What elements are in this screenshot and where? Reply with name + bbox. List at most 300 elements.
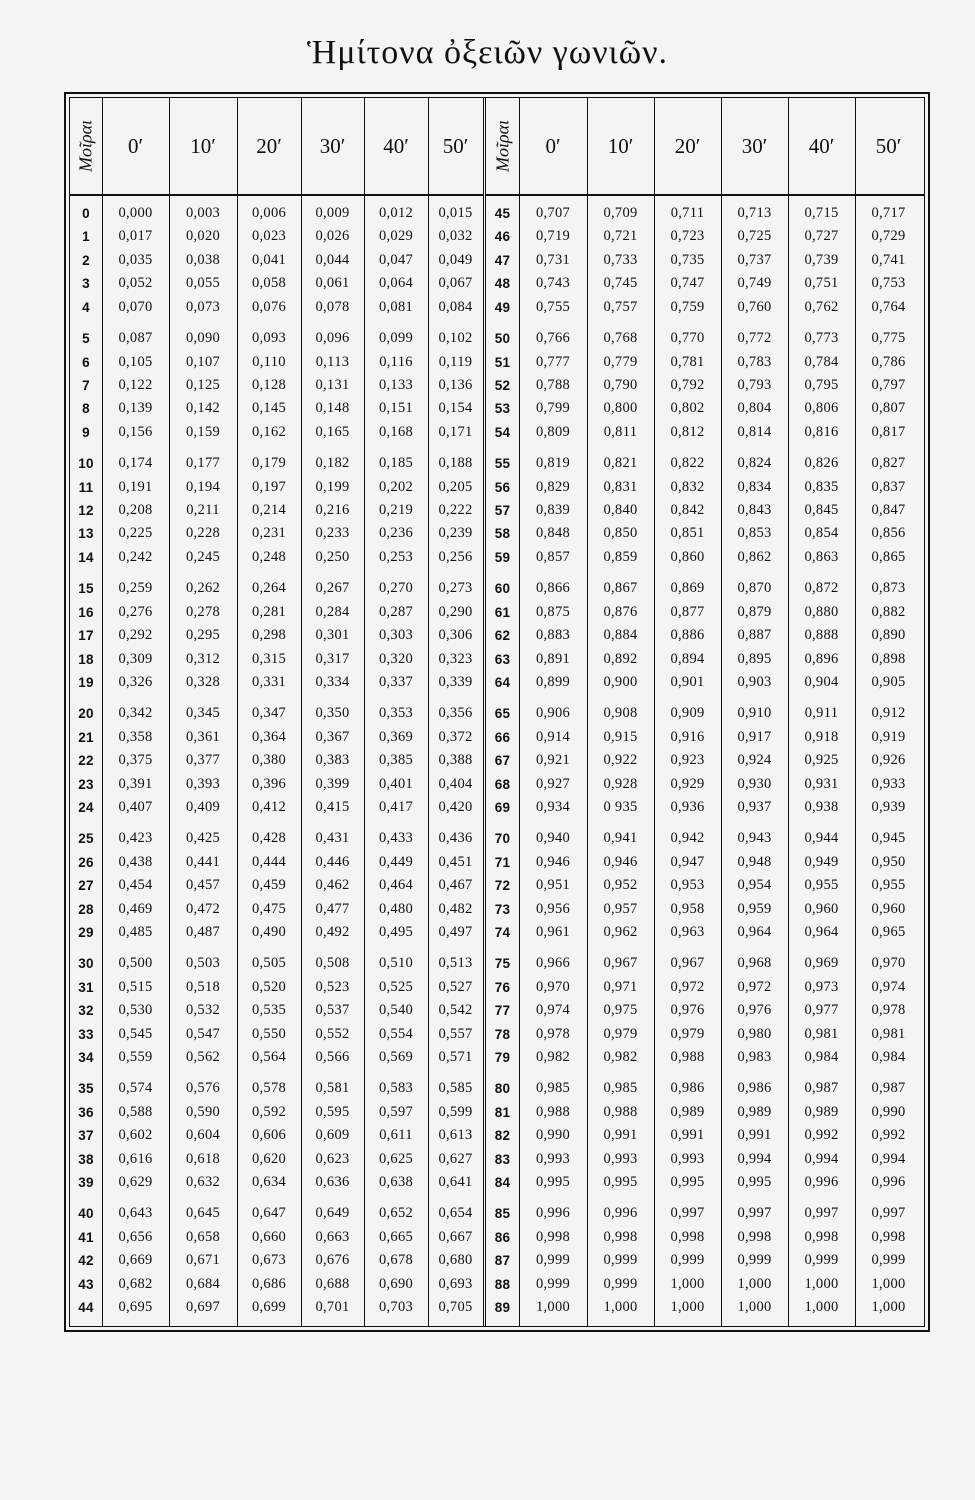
table-row <box>486 1077 924 1100</box>
table-row <box>70 601 483 624</box>
sine-value-cell: 0,807 <box>871 400 906 417</box>
sine-value-cell: 0,345 <box>185 705 221 722</box>
sine-value-cell: 0,880 <box>804 603 839 620</box>
sine-value-cell: 0,530 <box>118 1002 153 1019</box>
sine-value-cell: 0,960 <box>871 900 906 917</box>
sine-value-cell: 0,772 <box>737 330 772 346</box>
degree-cell: 15 <box>78 581 94 597</box>
sine-value-cell: 0,029 <box>378 228 414 245</box>
minute-header: 0′ <box>127 134 144 158</box>
degree-cell: 41 <box>78 1229 94 1245</box>
sine-value-cell: 0,113 <box>315 353 350 370</box>
sine-value-cell: 0,873 <box>871 580 906 597</box>
sine-value-cell: 0,231 <box>251 525 287 542</box>
table-row <box>70 397 483 420</box>
sine-value-cell: 0,267 <box>315 580 350 597</box>
table-row <box>486 397 924 420</box>
sine-value-cell: 0,784 <box>804 353 839 370</box>
sine-value-cell: 0,875 <box>535 603 571 620</box>
sine-value-cell: 0,903 <box>737 673 772 690</box>
sine-value-cell: 0,952 <box>603 877 638 894</box>
sine-value-cell: 1,000 <box>804 1275 839 1292</box>
sine-value-cell: 0,372 <box>438 728 473 745</box>
sine-value-cell: 0,946 <box>603 853 638 870</box>
sine-value-cell: 0,107 <box>185 353 221 370</box>
sine-value-cell: 0,673 <box>251 1252 287 1269</box>
sine-value-cell: 0,616 <box>118 1150 153 1167</box>
sine-value-cell: 0,964 <box>737 924 772 940</box>
sine-value-cell: 0,995 <box>535 1174 571 1191</box>
table-row <box>70 351 483 374</box>
sine-value-cell: 0,415 <box>315 799 350 815</box>
sine-value-cell: 0,441 <box>185 853 221 870</box>
sine-value-cell: 0,998 <box>804 1228 839 1245</box>
sine-value-cell: 0,298 <box>251 627 287 643</box>
sine-value-cell: 0,824 <box>737 455 772 472</box>
sine-value-cell: 0,602 <box>118 1127 153 1144</box>
sine-value-cell: 0,980 <box>737 1025 772 1042</box>
sine-value-cell: 0,727 <box>804 228 839 245</box>
sine-value-cell: 0,928 <box>603 775 638 792</box>
sine-value-cell: 0,741 <box>871 251 906 268</box>
degree-cell: 36 <box>78 1104 94 1120</box>
degree-cell: 60 <box>494 581 511 597</box>
table-row <box>486 749 924 772</box>
sine-value-cell: 0,811 <box>603 423 638 440</box>
table-row <box>70 952 483 975</box>
sine-value-cell: 0,428 <box>251 830 287 847</box>
sine-value-cell: 0,998 <box>670 1228 705 1245</box>
sine-value-cell: 0,303 <box>378 627 414 643</box>
table-row <box>486 874 924 897</box>
table-row <box>70 1046 483 1069</box>
sine-value-cell: 0,755 <box>535 298 571 315</box>
sine-value-cell: 0,211 <box>186 502 220 518</box>
sine-value-cell: 0,096 <box>315 330 350 346</box>
table-row <box>486 202 924 225</box>
sine-value-cell: 0,973 <box>804 978 839 995</box>
sine-value-cell: 0,444 <box>251 853 287 870</box>
table-row <box>486 702 924 725</box>
sine-value-cell: 0,978 <box>535 1025 571 1042</box>
table-row <box>70 296 483 319</box>
sine-value-cell: 0,052 <box>118 275 153 292</box>
sine-value-cell: 0,956 <box>535 900 571 917</box>
sine-value-cell: 0,915 <box>603 728 638 745</box>
degree-cell: 74 <box>494 925 511 940</box>
sine-value-cell: 0,775 <box>871 330 906 346</box>
table-row <box>70 1124 483 1147</box>
sine-value-cell: 0,328 <box>185 673 221 690</box>
sine-value-cell: 0,899 <box>535 673 571 690</box>
sine-value-cell: 0,987 <box>804 1080 839 1097</box>
sine-value-cell: 0,937 <box>737 799 772 815</box>
sine-value-cell: 1,000 <box>871 1275 906 1292</box>
sine-value-cell: 0,859 <box>603 548 638 565</box>
sine-value-cell: 0,958 <box>670 900 705 917</box>
sine-value-cell: 1,000 <box>804 1299 839 1316</box>
sine-value-cell: 0,385 <box>378 752 414 769</box>
sine-value-cell: 0,566 <box>315 1049 350 1066</box>
sine-value-cell: 0,725 <box>737 228 772 245</box>
degree-cell: 47 <box>494 252 511 268</box>
sine-value-cell: 0,225 <box>118 525 153 542</box>
sine-value-cell: 0,979 <box>670 1025 705 1042</box>
sine-value-cell: 0,996 <box>871 1174 906 1191</box>
sine-value-cell: 0,994 <box>804 1150 839 1167</box>
degree-cell: 13 <box>78 526 94 542</box>
sine-value-cell: 0,940 <box>535 830 571 847</box>
table-row <box>70 851 483 874</box>
sine-value-cell: 0,954 <box>737 877 772 894</box>
degree-cell: 72 <box>494 878 511 894</box>
sine-value-cell: 0,339 <box>438 673 473 690</box>
degree-cell: 56 <box>494 479 511 495</box>
sine-value-cell: 0,947 <box>670 853 705 870</box>
table-row <box>486 296 924 319</box>
sine-value-cell: 0,842 <box>670 502 705 518</box>
sine-value-cell: 0,388 <box>438 752 473 769</box>
sine-value-cell: 0,967 <box>603 955 638 972</box>
sine-value-cell: 0,391 <box>118 775 153 792</box>
sine-value-cell: 0,994 <box>871 1150 906 1167</box>
sine-value-cell: 0,923 <box>670 752 705 769</box>
sine-value-cell: 0,965 <box>871 924 906 940</box>
sine-value-cell: 0,717 <box>871 205 906 221</box>
degree-cell: 80 <box>494 1081 511 1097</box>
sine-value-cell: 0,420 <box>438 799 473 815</box>
sine-value-cell: 0,595 <box>315 1103 350 1120</box>
sine-value-cell: 0,729 <box>871 228 906 245</box>
sine-value-cell: 0,839 <box>535 502 571 518</box>
sine-value-cell: 0,974 <box>871 978 906 995</box>
degree-cell: 66 <box>494 729 511 745</box>
degree-cell: 25 <box>78 831 94 847</box>
sine-value-cell: 0,309 <box>118 650 153 667</box>
sine-value-cell: 0,347 <box>251 705 287 722</box>
sine-value-cell: 0,783 <box>737 353 772 370</box>
sine-value-cell: 0,320 <box>378 650 414 667</box>
sine-value-cell: 0,831 <box>603 478 638 495</box>
table-row <box>70 999 483 1022</box>
table-row <box>486 476 924 499</box>
minute-header: 0′ <box>545 134 561 158</box>
sine-value-cell: 0,331 <box>251 673 287 690</box>
sine-value-cell: 0,364 <box>251 728 287 745</box>
sine-value-cell: 0,999 <box>535 1252 571 1269</box>
table-row <box>486 1249 924 1272</box>
table-row <box>486 898 924 921</box>
degree-cell: 59 <box>494 549 511 565</box>
minute-header: 20′ <box>256 134 282 158</box>
sine-value-cell: 0,133 <box>378 377 414 393</box>
sine-value-cell: 0,697 <box>185 1299 221 1316</box>
sine-value-cell: 0,315 <box>251 650 287 667</box>
sine-value-cell: 0,613 <box>438 1127 473 1144</box>
sine-value-cell: 0,821 <box>603 455 638 472</box>
sine-value-cell: 0,990 <box>535 1127 571 1144</box>
sine-value-cell: 0,997 <box>804 1205 839 1222</box>
sine-value-cell: 0,462 <box>315 877 350 894</box>
sine-value-cell: 0,472 <box>185 900 221 917</box>
sine-value-cell: 0,477 <box>315 900 350 917</box>
sine-value-cell: 0,840 <box>603 502 638 518</box>
sine-value-cell: 0,832 <box>670 478 705 495</box>
sine-value-cell: 0,191 <box>118 478 153 495</box>
sine-value-cell: 0,986 <box>737 1080 772 1097</box>
degree-cell: 8 <box>82 401 90 417</box>
sine-value-cell: 0,764 <box>871 298 906 315</box>
table-row <box>70 272 483 295</box>
sine-value-cell: 0,788 <box>535 377 571 393</box>
sine-value-cell: 0,128 <box>251 377 287 393</box>
sine-value-cell: 0,872 <box>804 580 839 597</box>
table-row <box>70 702 483 725</box>
table-row <box>70 225 483 248</box>
degree-column-label: Μοῖραι <box>492 119 512 173</box>
sine-value-cell: 0,723 <box>670 228 705 245</box>
sine-value-cell: 0,627 <box>438 1150 473 1167</box>
sine-value-cell: 0,239 <box>438 525 473 542</box>
sine-value-cell: 0,999 <box>535 1275 571 1292</box>
table-right-half <box>486 98 924 1326</box>
sine-value-cell: 0,540 <box>378 1002 414 1019</box>
sine-value-cell: 0,991 <box>670 1127 705 1144</box>
sine-value-cell: 0,165 <box>315 423 350 440</box>
sine-value-cell: 0,835 <box>804 478 839 495</box>
sine-value-cell: 0,148 <box>315 400 350 417</box>
sine-table <box>64 92 930 1332</box>
table-row <box>70 898 483 921</box>
sine-value-cell: 0,623 <box>315 1150 350 1167</box>
sine-value-cell: 0,974 <box>535 1002 571 1019</box>
table-row <box>70 249 483 272</box>
sine-value-cell: 0,751 <box>804 275 839 292</box>
sine-value-cell: 0,986 <box>670 1080 705 1097</box>
sine-value-cell: 0,955 <box>804 877 839 894</box>
table-row <box>70 796 483 819</box>
table-row <box>486 999 924 1022</box>
sine-value-cell: 0,020 <box>185 228 221 245</box>
degree-cell: 39 <box>78 1175 94 1191</box>
table-row <box>486 601 924 624</box>
sine-value-cell: 0,834 <box>737 478 772 495</box>
table-row <box>70 374 483 397</box>
sine-value-cell: 0,856 <box>871 525 906 542</box>
sine-value-cell: 0,906 <box>535 705 571 722</box>
sine-value-cell: 0,693 <box>438 1275 473 1292</box>
sine-value-cell: 0,518 <box>185 978 221 995</box>
sine-value-cell: 0,884 <box>603 627 638 643</box>
degree-cell: 16 <box>78 604 94 620</box>
sine-value-cell: 0,377 <box>185 752 221 769</box>
sine-value-cell: 0,927 <box>535 775 571 792</box>
sine-value-cell: 0,647 <box>251 1205 287 1222</box>
degree-cell: 5 <box>82 331 90 346</box>
sine-value-cell: 0,532 <box>185 1002 221 1019</box>
table-row <box>486 546 924 569</box>
sine-value-cell: 0,578 <box>251 1080 287 1097</box>
sine-value-cell: 0,719 <box>535 228 571 245</box>
sine-value-cell: 0,326 <box>118 673 153 690</box>
sine-value-cell: 0,939 <box>871 799 906 815</box>
sine-value-cell: 0,703 <box>378 1299 414 1316</box>
sine-value-cell: 0,995 <box>603 1174 638 1191</box>
sine-value-cell: 0,110 <box>252 353 286 370</box>
sine-value-cell: 0,281 <box>251 603 287 620</box>
table-row <box>70 452 483 475</box>
sine-value-cell: 0,038 <box>185 251 221 268</box>
sine-value-cell: 0,998 <box>603 1228 638 1245</box>
sine-value-cell: 0,142 <box>185 400 221 417</box>
sine-value-cell: 0,999 <box>603 1252 638 1269</box>
sine-value-cell: 0,592 <box>251 1103 287 1120</box>
table-row <box>486 1273 924 1296</box>
sine-value-cell: 0,781 <box>670 353 705 370</box>
sine-value-cell: 0,604 <box>185 1127 221 1144</box>
sine-value-cell: 0,676 <box>315 1252 350 1269</box>
sine-value-cell: 0,970 <box>871 955 906 972</box>
degree-cell: 29 <box>78 925 94 940</box>
sine-value-cell: 1,000 <box>535 1299 571 1316</box>
sine-value-cell: 0,219 <box>378 502 414 518</box>
sine-value-cell: 0,156 <box>118 423 153 440</box>
sine-value-cell: 0,964 <box>804 924 839 940</box>
sine-value-cell: 0,185 <box>378 455 414 472</box>
degree-cell: 48 <box>494 276 511 292</box>
sine-value-cell: 0,262 <box>185 580 221 597</box>
sine-value-cell: 0,242 <box>118 548 153 565</box>
table-row <box>486 327 924 350</box>
table-row <box>486 351 924 374</box>
sine-value-cell: 0,886 <box>670 627 705 643</box>
sine-value-cell: 0,945 <box>871 830 906 847</box>
sine-value-cell: 0,032 <box>438 228 473 245</box>
sine-value-cell: 1,000 <box>670 1275 705 1292</box>
sine-value-cell: 0,102 <box>438 330 473 346</box>
sine-value-cell: 0,214 <box>251 502 287 518</box>
sine-value-cell: 0,199 <box>315 478 350 495</box>
sine-value-cell: 0,739 <box>804 251 839 268</box>
sine-value-cell: 0,870 <box>737 580 772 597</box>
sine-value-cell: 0,890 <box>871 627 906 643</box>
sine-value-cell: 0,119 <box>438 353 473 370</box>
table-row <box>70 421 483 444</box>
degree-cell: 24 <box>78 800 94 815</box>
minute-header: 20′ <box>674 134 701 158</box>
sine-value-cell: 1,000 <box>670 1299 705 1316</box>
sine-value-cell: 0,924 <box>737 752 772 769</box>
sine-value-cell: 0,991 <box>737 1127 772 1144</box>
table-row <box>486 522 924 545</box>
sine-value-cell: 0,482 <box>438 900 473 917</box>
sine-value-cell: 0,883 <box>535 627 571 643</box>
sine-value-cell: 0,793 <box>737 377 772 393</box>
sine-value-cell: 0,457 <box>185 877 221 894</box>
sine-value-cell: 0,987 <box>871 1080 906 1097</box>
sine-value-cell: 0,809 <box>535 423 571 440</box>
sine-value-cell: 0,998 <box>737 1228 772 1245</box>
sine-value-cell: 0,451 <box>438 853 473 870</box>
sine-value-cell: 0,590 <box>185 1103 221 1120</box>
minute-header: 30′ <box>319 134 346 158</box>
sine-value-cell: 0,942 <box>670 830 705 847</box>
sine-value-cell: 0,433 <box>378 830 414 847</box>
minute-header: 10′ <box>607 134 634 158</box>
degree-cell: 10 <box>78 456 94 472</box>
sine-value-cell: 0,946 <box>535 853 571 870</box>
sine-value-cell: 0,882 <box>871 603 906 620</box>
sine-value-cell: 0,535 <box>251 1002 287 1019</box>
degree-cell: 43 <box>78 1276 94 1292</box>
sine-value-cell: 0,854 <box>804 525 839 542</box>
sine-value-cell: 0,943 <box>737 830 772 847</box>
sine-value-cell: 0,819 <box>535 455 571 472</box>
sine-value-cell: 0,480 <box>378 900 414 917</box>
sine-value-cell: 0,264 <box>251 580 287 597</box>
sine-value-cell: 0,894 <box>670 650 705 667</box>
page-title: Ἡμίτονα ὀξειῶν γωνιῶν. <box>307 34 668 71</box>
sine-value-cell: 0,585 <box>438 1080 473 1097</box>
header-row <box>70 98 483 196</box>
degree-cell: 38 <box>78 1151 94 1167</box>
sine-value-cell: 0,090 <box>185 330 221 346</box>
sine-value-cell: 0,469 <box>118 900 153 917</box>
sine-value-cell: 0,188 <box>438 455 473 472</box>
sine-value-cell: 0,404 <box>438 775 473 792</box>
sine-value-cell: 0,658 <box>185 1228 221 1245</box>
sine-value-cell: 0,449 <box>378 853 414 870</box>
table-row <box>70 499 483 522</box>
sine-value-cell: 0,669 <box>118 1252 153 1269</box>
table-row <box>486 976 924 999</box>
degree-cell: 23 <box>78 776 94 792</box>
sine-value-cell: 1,000 <box>737 1299 772 1316</box>
table-row <box>486 952 924 975</box>
degree-cell: 82 <box>494 1128 511 1144</box>
table-row <box>486 1101 924 1124</box>
sine-value-cell: 0,786 <box>871 353 906 370</box>
sine-value-cell: 0,999 <box>804 1252 839 1269</box>
sine-value-cell: 0,816 <box>804 423 839 440</box>
sine-value-cell: 0,295 <box>185 627 221 643</box>
sine-value-cell: 0,929 <box>670 775 705 792</box>
sine-value-cell: 0,323 <box>438 650 473 667</box>
table-row <box>486 249 924 272</box>
sine-value-cell: 0,078 <box>315 298 350 315</box>
sine-value-cell: 0,656 <box>118 1228 153 1245</box>
sine-value-cell: 0,969 <box>804 955 839 972</box>
sine-value-cell: 0,306 <box>438 627 473 643</box>
sine-value-cell: 0,699 <box>251 1299 287 1316</box>
sine-value-cell: 0,087 <box>118 330 153 346</box>
degree-cell: 78 <box>494 1026 511 1042</box>
sine-value-cell: 0,978 <box>871 1002 906 1019</box>
table-row <box>486 1124 924 1147</box>
sine-value-cell: 0,993 <box>603 1150 638 1167</box>
degree-cell: 3 <box>82 276 90 292</box>
header-row <box>486 98 924 196</box>
table-row <box>486 1046 924 1069</box>
sine-value-cell: 0,867 <box>603 580 638 597</box>
sine-value-cell: 0,905 <box>871 673 906 690</box>
sine-value-cell: 0,576 <box>185 1080 221 1097</box>
sine-value-cell: 0,497 <box>438 924 473 940</box>
table-row <box>70 1202 483 1225</box>
degree-cell: 67 <box>494 753 511 769</box>
degree-cell: 45 <box>494 206 511 221</box>
sine-value-cell: 0,745 <box>603 275 638 292</box>
